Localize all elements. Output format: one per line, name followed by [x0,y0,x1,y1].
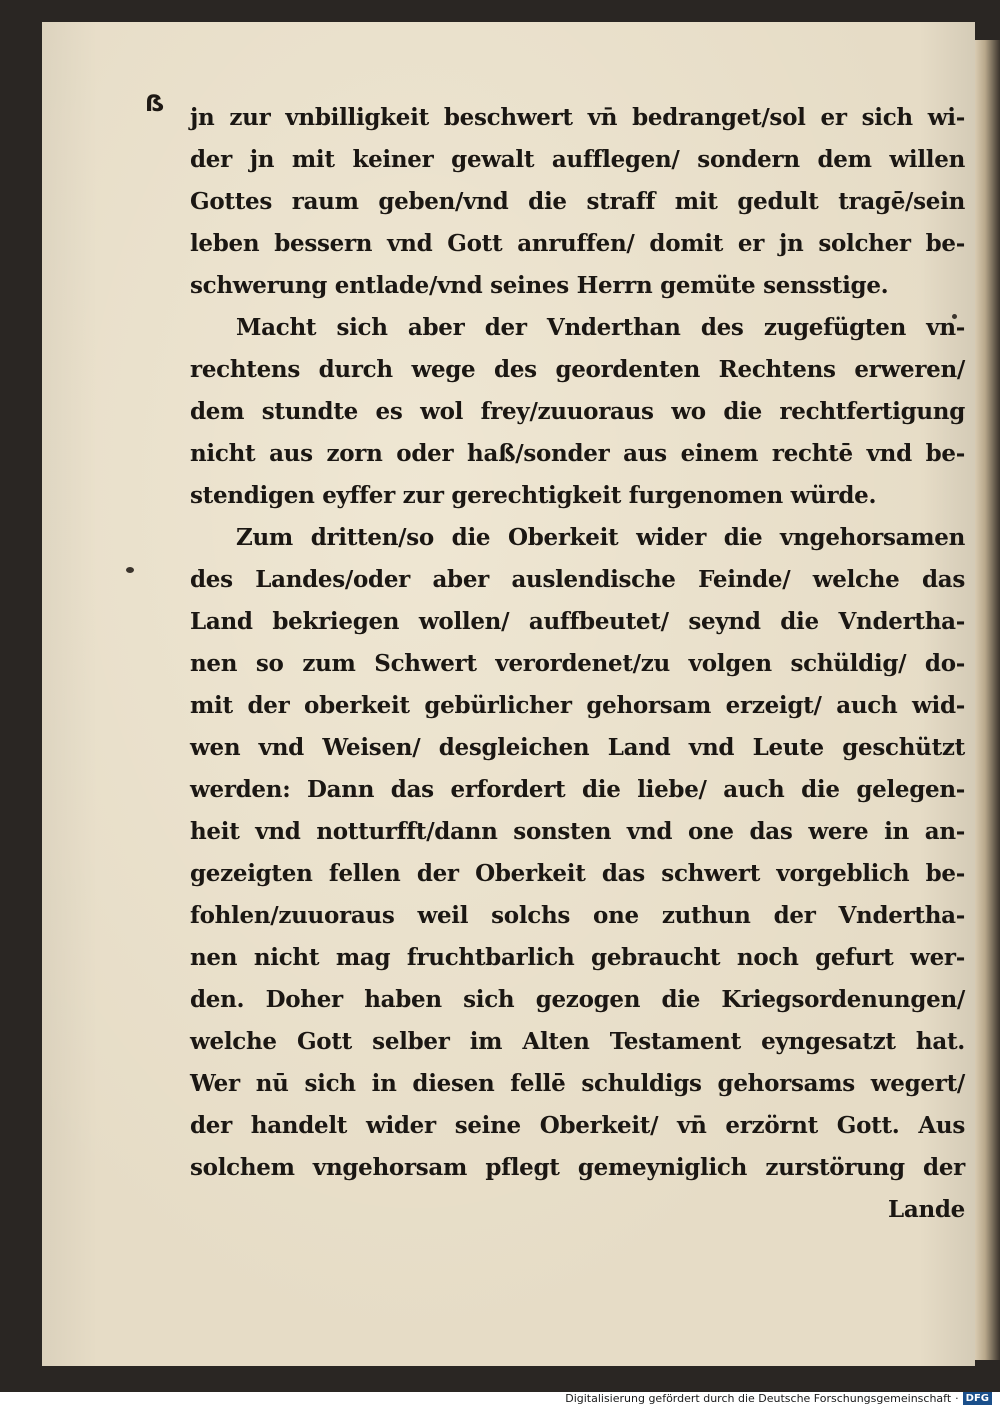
text-line: Zum dritten/so die Oberkeit wider die vngehorsamen [236,524,965,551]
credit-text: Digitalisierung gefördert durch die Deutsche Forschungsgemeinschaft [565,1392,952,1405]
text-line: der jn mit keiner gewalt aufflegen/ sondern dem willen [190,146,965,173]
text-line: fohlen/zuuoraus weil solchs one zuthun der Vndertha- [190,902,965,929]
text-line: Macht sich aber der Vnderthan des zugefügten vn- [236,314,965,341]
text-line: den. Doher haben sich gezogen die Kriegsordenungen/ [190,986,965,1013]
body-text [190,97,965,1231]
text-line: mit der oberkeit gebürlicher gehorsam erzeigt/ auch wid- [190,692,965,719]
catchword: Lande [887,1196,965,1223]
text-line: dem stundte es wol frey/zuuoraus wo die rechtfertigung [190,398,965,425]
text-line: nicht aus zorn oder haß/sonder aus einem rechtē vnd be- [190,440,965,467]
text-line: nen so zum Schwert verordenet/zu volgen schüldig/ do- [190,650,965,677]
text-line: stendigen eyffer zur gerechtigkeit furgenomen würde. [190,482,877,509]
text-line: nen nicht mag fruchtbarlich gebraucht noch gefurt wer- [190,944,965,971]
text-line: heit vnd notturfft/dann sonsten vnd one das were in an- [190,818,965,845]
dfg-logo: DFG [963,1392,992,1405]
text-line: rechtens durch wege des geordenten Rechtens erweren/ [190,356,965,383]
book-edge [975,40,1000,1360]
text-line: Wer nū sich in diesen fellē schuldigs gehorsams wegert/ [190,1070,965,1097]
text-line: des Landes/oder aber auslendische Feinde/ welche das [190,566,965,593]
text-line: leben bessern vnd Gott anruffen/ domit er jn solcher be- [190,230,965,257]
text-line: jn zur vnbilligkeit beschwert vn̄ bedranget/sol er sich wi- [190,104,965,131]
text-line: gezeigten fellen der Oberkeit das schwert vorgeblich be- [190,860,965,887]
digitization-credit [565,1390,992,1407]
text-line: solchem vngehorsam pflegt gemeyniglich zurstörung der [190,1154,965,1181]
text-line: werden: Dann das erfordert die liebe/ auch die gelegen- [190,776,965,803]
text-line: Gottes raum geben/vnd die straff mit gedult tragē/sein [190,188,965,215]
text-line: wen vnd Weisen/ desgleichen Land vnd Leute geschützt [190,734,965,761]
credit-separator: · [955,1392,959,1405]
text-line: welche Gott selber im Alten Testament eyngesatzt hat. [190,1028,965,1055]
text-line: der handelt wider seine Oberkeit/ vn̄ erzörnt Gott. Aus [190,1112,965,1139]
text-line: Land bekriegen wollen/ auffbeutet/ seynd die Vndertha- [190,608,965,635]
text-line: schwerung entlade/vnd seines Herrn gemüte sensstige. [190,272,889,299]
ink-speck [126,567,134,573]
margin-mark: ẞ [145,92,165,117]
